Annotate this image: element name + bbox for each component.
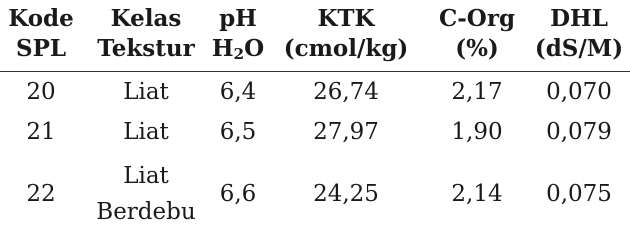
- cell-corg: 1,90: [451, 119, 503, 145]
- cell-ph: 6,6: [219, 181, 257, 207]
- header-row: [0, 0, 630, 72]
- cell-ktk: 27,97: [313, 119, 379, 145]
- cell-tekstur: Liat: [123, 119, 169, 145]
- header-kode-spl: [0, 0, 82, 72]
- cell-ph: 6,4: [219, 79, 257, 105]
- header-c-org: [426, 0, 528, 72]
- table-header: [0, 0, 630, 72]
- table-row: [0, 112, 630, 152]
- cell-kode: 22: [26, 181, 56, 207]
- header-kode-line2: SPL: [15, 35, 67, 62]
- header-kelas-tekstur: [82, 0, 210, 72]
- header-ph-h2o: [210, 0, 266, 72]
- header-ph-line2: [210, 34, 266, 64]
- header-kelas-line2: Tekstur: [97, 35, 195, 62]
- header-ktk-line2: (cmol/kg): [283, 35, 409, 62]
- header-corg-line1: C-Org: [438, 5, 516, 32]
- header-dhl: [528, 0, 630, 72]
- cell-ktk: 26,74: [313, 79, 379, 105]
- cell-tekstur: Liat: [123, 79, 169, 105]
- header-ktk: [266, 0, 426, 72]
- cell-corg: 2,17: [451, 79, 503, 105]
- cell-dhl: 0,075: [546, 181, 612, 207]
- cell-ktk: 24,25: [313, 181, 379, 207]
- header-ph-line1: pH: [219, 5, 257, 32]
- table-row: [0, 152, 630, 236]
- cell-tekstur: [82, 152, 210, 236]
- cell-kode: 20: [26, 79, 56, 105]
- header-ph-h: H: [211, 35, 234, 62]
- header-ktk-line1: KTK: [317, 5, 375, 32]
- cell-tekstur-line1: Liat: [123, 163, 169, 189]
- cell-tekstur-line2: Berdebu: [96, 199, 196, 225]
- cell-dhl: 0,079: [546, 119, 612, 145]
- header-kelas-line1: Kelas: [110, 5, 182, 32]
- header-dhl-line1: DHL: [550, 5, 608, 32]
- table-row: [0, 72, 630, 113]
- header-ph-subscript: 2: [233, 45, 245, 63]
- cell-dhl: 0,070: [546, 79, 612, 105]
- header-kode-line1: Kode: [8, 5, 74, 32]
- cell-kode: 21: [26, 119, 56, 145]
- header-corg-line2: (%): [455, 35, 499, 62]
- table-body: [0, 72, 630, 237]
- cell-ph: 6,5: [219, 119, 257, 145]
- header-ph-o: O: [244, 35, 265, 62]
- cell-corg: 2,14: [451, 181, 503, 207]
- header-dhl-line2: (dS/M): [534, 35, 624, 62]
